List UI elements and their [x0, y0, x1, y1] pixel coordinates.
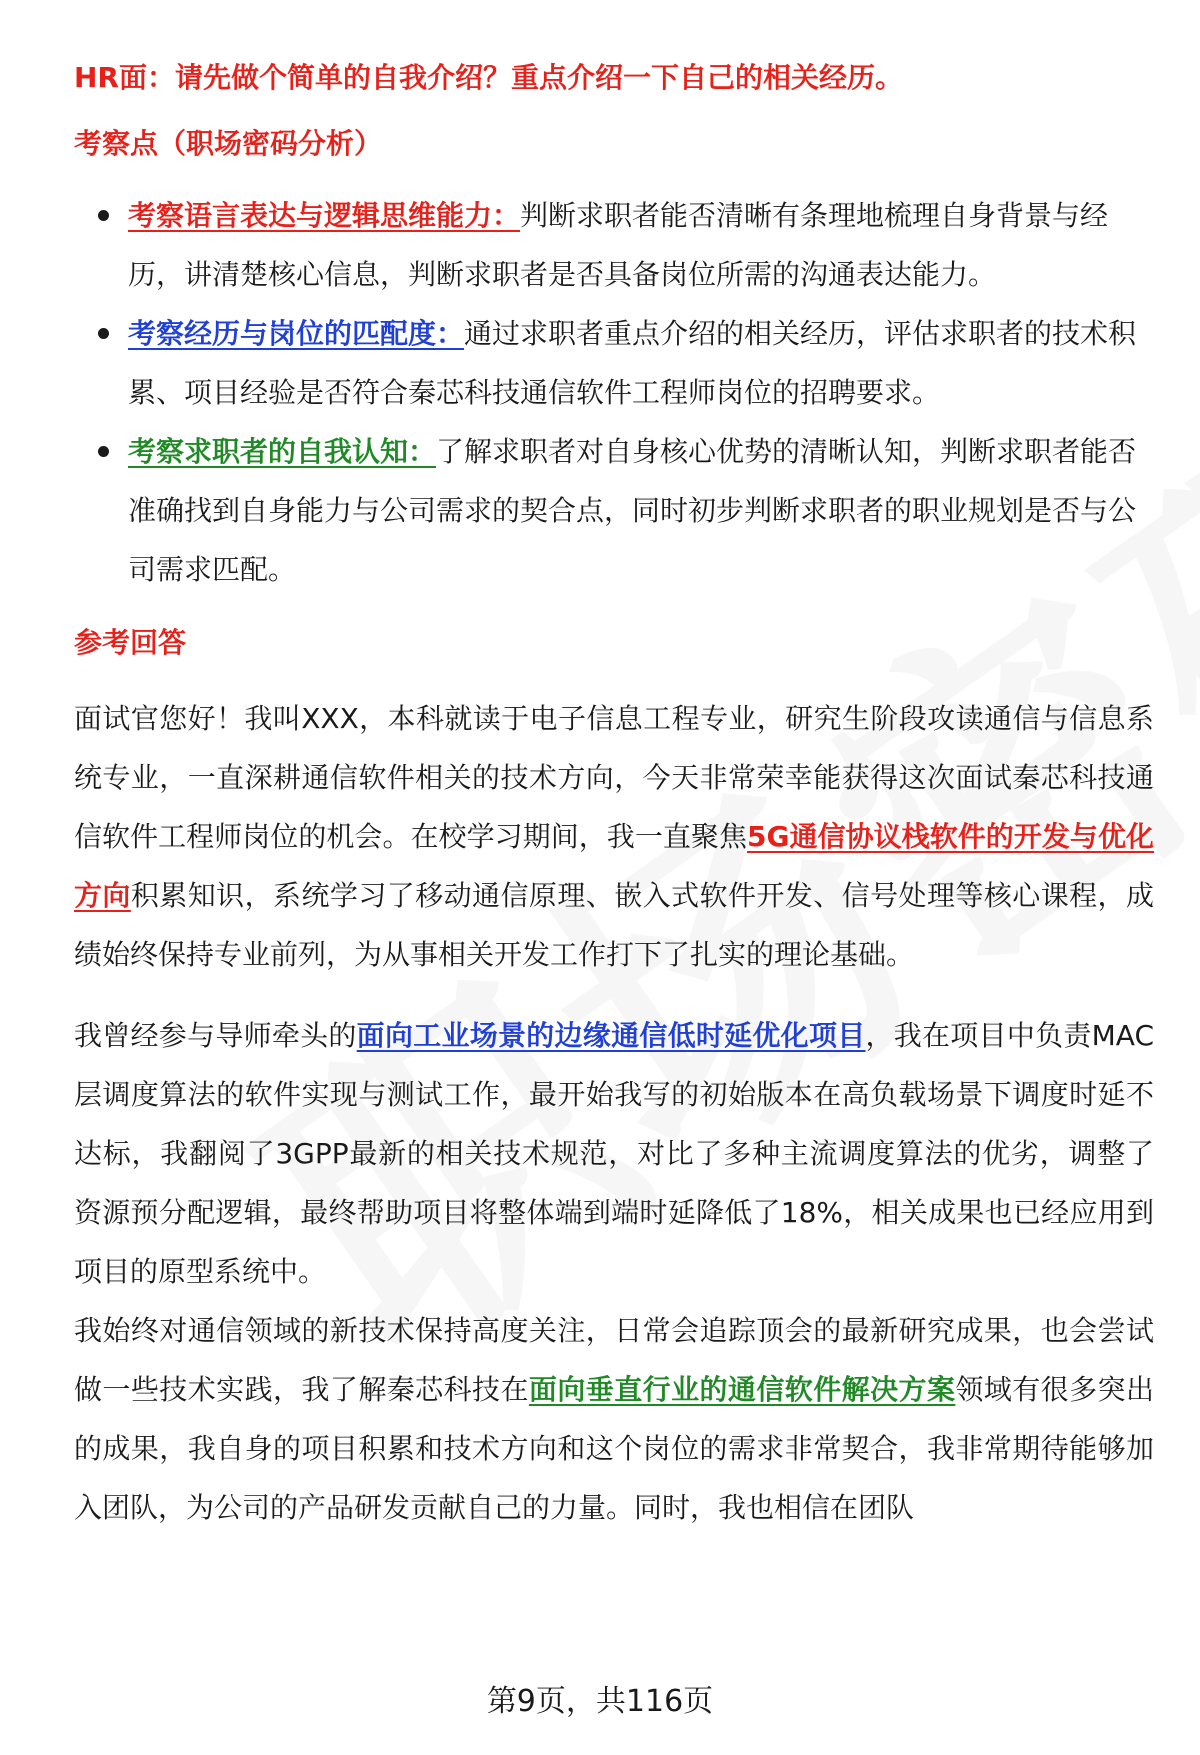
- answer-paragraph: [74, 1301, 1154, 1537]
- paragraph-text: 积累知识，系统学习了移动通信原理、嵌入式软件开发、信号处理等核心课程，成绩始终保持专业前列，为从事相关开发工作打下了扎实的理论基础。: [74, 879, 1154, 971]
- paragraph-highlight: 面向工业场景的边缘通信低时延优化项目: [356, 1019, 866, 1052]
- point-item: [74, 186, 1154, 304]
- points-title: 考察点（职场密码分析）: [74, 127, 383, 160]
- paragraph-text: ，我在项目中负责MAC层调度算法的软件实现与测试工作，最开始我写的初始版本在高负载场景下调度时延不达标，我翻阅了3GPP最新的相关技术规范，对比了多种主流调度算法的优劣，调整了资源预分配逻辑，最终帮助项目将整体端到端时延降低了18%，相关成果也已经应用到项目的原型系统中。: [74, 1019, 1154, 1288]
- content: [74, 58, 1154, 1537]
- point-keyword: 考察求职者的自我认知：: [128, 435, 437, 468]
- paragraph-highlight: 5G通信协议栈软件的开发与优化方向: [74, 820, 1154, 912]
- bullet-icon: [98, 210, 109, 221]
- answer-paragraph: [74, 689, 1154, 984]
- bullet-icon: [98, 328, 109, 339]
- paragraph-text: 我始终对通信领域的新技术保持高度关注，日常会追踪顶会的最新研究成果，也会尝试做一些技术实践，我了解秦芯科技在: [74, 1314, 1154, 1406]
- point-keyword: 考察经历与岗位的匹配度：: [128, 317, 465, 350]
- bullet-icon: [98, 446, 109, 457]
- paragraph-text: 我曾经参与导师牵头的: [74, 1019, 357, 1052]
- point-text: 判断求职者能否清晰有条理地梳理自身背景与经历，讲清楚核心信息，判断求职者是否具备岗位所需的沟通表达能力。: [128, 199, 1109, 291]
- answer-paragraph: [74, 1006, 1154, 1301]
- point-item: [74, 304, 1154, 422]
- paragraph-text: 面试官您好！我叫XXX，本科就读于电子信息工程专业，研究生阶段攻读通信与信息系统专业，一直深耕通信软件相关的技术方向，今天非常荣幸能获得这次面试秦芯科技通信软件工程师岗位的机会。在校学习期间，我一直聚焦: [74, 702, 1154, 853]
- points-list: [74, 186, 1154, 599]
- page-footer: 第9页，共116页: [486, 1684, 714, 1719]
- paragraph-text: 领域有很多突出的成果，我自身的项目积累和技术方向和这个岗位的需求非常契合，我非常期待能够加入团队，为公司的产品研发贡献自己的力量。同时，我也相信在团队: [74, 1373, 1154, 1524]
- answer-title: 参考回答: [74, 626, 187, 659]
- paragraph-highlight: 面向垂直行业的通信软件解决方案: [528, 1373, 956, 1406]
- point-item: [74, 422, 1154, 599]
- point-text: 了解求职者对自身核心优势的清晰认知，判断求职者能否准确找到自身能力与公司需求的契合点，同时初步判断求职者的职业规划是否与公司需求匹配。: [128, 435, 1137, 586]
- point-text: 通过求职者重点介绍的相关经历，评估求职者的技术积累、项目经验是否符合秦芯科技通信软件工程师岗位的招聘要求。: [128, 317, 1137, 409]
- point-keyword: 考察语言表达与逻辑思维能力：: [128, 199, 521, 232]
- question-title: HR面：请先做个简单的自我介绍？重点介绍一下自己的相关经历。: [74, 61, 903, 94]
